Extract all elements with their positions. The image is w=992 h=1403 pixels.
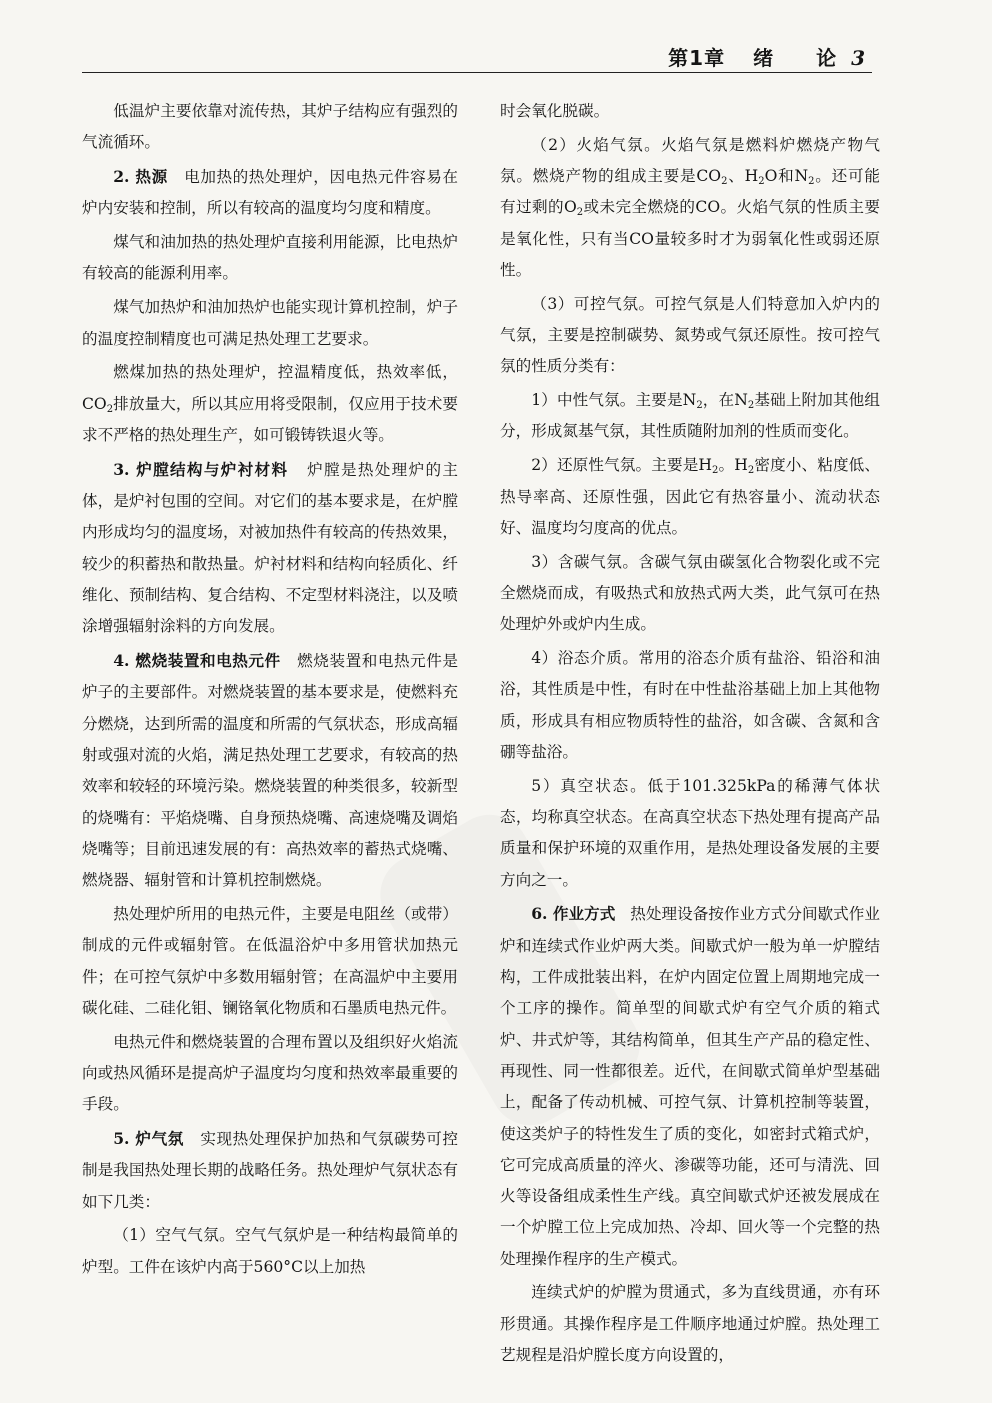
section-heading: 3. 炉膛结构与炉衬材料	[113, 459, 289, 479]
chapter-title-b: 论	[816, 46, 838, 70]
paragraph: 3）含碳气氛。含碳气氛由碳氢化合物裂化或不完全燃烧而成，有吸热式和放热式两大类，此气氛可在热处理炉外或炉内生成。	[500, 552, 880, 634]
running-head	[668, 42, 866, 71]
section-heading: 2. 热源	[113, 167, 168, 187]
section-heading: 5. 炉气氛	[113, 1129, 184, 1148]
paragraph: 热处理炉所用的电热元件，主要是电阻丝（或带）制成的元件或辐射管。在低温浴炉中多用管状加热元件；在可控气氛炉中多数用辐射管；在高温炉中主要用碳化硅、二硅化钼、镧铬氧化物质和石墨质电热元件。	[82, 904, 458, 1017]
paragraph: 煤气和油加热的热处理炉直接利用能源，比电热炉有较高的能源利用率。	[82, 233, 458, 283]
paragraph: 4. 燃烧装置和电热元件 燃烧装置和电热元件是炉子的主要部件。对燃烧装置的基本要求是，使燃料充分燃烧，达到所需的温度和所需的气氛状态，形成高辐射或强对流的火焰，满足热处理工艺要求，有较高的热效率和较轻的环境污染。燃烧装置的种类很多，较新型的烧嘴有：平焰烧嘴、自身预热烧嘴、高速烧嘴及调焰烧嘴等；目前迅速发展的有：高热效率的蓄热式烧嘴、燃烧器、辐射管和计算机控制燃烧。	[82, 651, 458, 890]
paragraph: 电热元件和燃烧装置的合理布置以及组织好火焰流向或热风循环是提高炉子温度均匀度和热效率最重要的手段。	[82, 1032, 458, 1114]
page-number: 3	[851, 46, 866, 70]
paragraph: 4）浴态介质。常用的浴态介质有盐浴、铅浴和油浴，其性质是中性，有时在中性盐浴基础上加上其他物质，形成具有相应物质特性的盐浴，如含碳、含氮和含硼等盐浴。	[500, 649, 880, 761]
page-header	[82, 40, 872, 73]
paragraph: 低温炉主要依靠对流传热，其炉子结构应有强烈的气流循环。	[82, 102, 458, 152]
paragraph: 煤气加热炉和油加热炉也能实现计算机控制，炉子的温度控制精度也可满足热处理工艺要求。	[82, 298, 458, 348]
paragraph: （3）可控气氛。可控气氛是人们特意加入炉内的气氛，主要是控制碳势、氮势或气氛还原性。按可控气氛的性质分类有：	[500, 294, 880, 376]
right-column	[500, 96, 880, 1374]
paragraph: 1）中性气氛。主要是$N_2$，在$N_2$基础上附加其他组分，形成氮基气氛，其性质随附加剂的性质而变化。	[500, 391, 880, 441]
paragraph: 2）还原性气氛。主要是$H_2$。$H_2$密度小、粘度低、热导率高、还原性强，因此它有热容量小、流动状态好、温度均匀度高的优点。	[500, 456, 880, 537]
chapter-title-a: 绪	[753, 46, 775, 70]
chapter-label: 第1章	[668, 46, 726, 70]
paragraph: 5）真空状态。低于101.325kPa的稀薄气体状态，均称真空状态。在高真空状态下热处理有提高产品质量和保护环境的双重作用，是热处理设备发展的主要方向之一。	[500, 776, 880, 889]
left-column	[82, 96, 458, 1285]
paragraph: 燃煤加热的热处理炉，控温精度低，热效率低，$CO_2$排放量大，所以其应用将受限制，仅应用于技术要求不严格的热处理生产，如可锻铸铁退火等。	[82, 363, 458, 444]
paragraph: 5. 炉气氛 实现热处理保护加热和气氛碳势可控制是我国热处理长期的战略任务。热处理炉气氛状态有如下几类：	[82, 1129, 458, 1211]
paragraph: 连续式炉的炉膛为贯通式，多为直线贯通，亦有环形贯通。其操作程序是工件顺序地通过炉膛。热处理工艺规程是沿炉膛长度方向设置的，	[500, 1283, 880, 1365]
paragraph: 3. 炉膛结构与炉衬材料 炉膛是热处理炉的主体，是炉衬包围的空间。对它们的基本要求是，在炉膛内形成均匀的温度场，对被加热件有较高的传热效果，较少的积蓄热和散热量。炉衬材料和结构向轻质化、纤维化、预制结构、复合结构、不定型材料浇注，以及喷涂增强辐射涂料的方向发展。	[82, 459, 458, 636]
paragraph: 2. 热源 电加热的热处理炉，因电热元件容易在炉内安装和控制，所以有较高的温度均匀度和精度。	[82, 167, 458, 218]
paragraph: 时会氧化脱碳。	[500, 102, 610, 120]
paragraph: （2）火焰气氛。火焰气氛是燃料炉燃烧产物气氛。燃烧产物的组成主要是$CO_2$、$H_2O$和$N_2$。还可能有过剩的$O_2$或未完全燃烧的CO。火焰气氛的性质主要是氧化性，只有当CO量较多时才为弱氧化性或弱还原性。	[500, 135, 880, 279]
paragraph: （1）空气气氛。空气气氛炉是一种结构最简单的炉型。工件在该炉内高于560°C以上加热	[82, 1226, 458, 1276]
section-heading: 6. 作业方式	[531, 904, 616, 924]
paragraph: 6. 作业方式 热处理设备按作业方式分间歇式作业炉和连续式作业炉两大类。间歇式炉一般为单一炉膛结构，工件成批装出料，在炉内固定位置上周期地完成一个工序的操作。简单型的间歇式炉有空气介质的箱式炉、井式炉等，其结构简单，但其生产产品的稳定性、再现性、同一性都很差。近代，在间歇式简单炉型基础上，配备了传动机械、可控气氛、计算机控制等装置，使这类炉子的特性发生了质的变化，如密封式箱式炉，它可完成高质量的淬火、渗碳等功能，还可与清洗、回火等设备组成柔性生产线。真空间歇式炉还被发展成在一个炉膛工位上完成加热、冷却、回火等一个完整的热处理操作程序的生产模式。	[500, 904, 880, 1268]
section-heading: 4. 燃烧装置和电热元件	[113, 651, 281, 671]
